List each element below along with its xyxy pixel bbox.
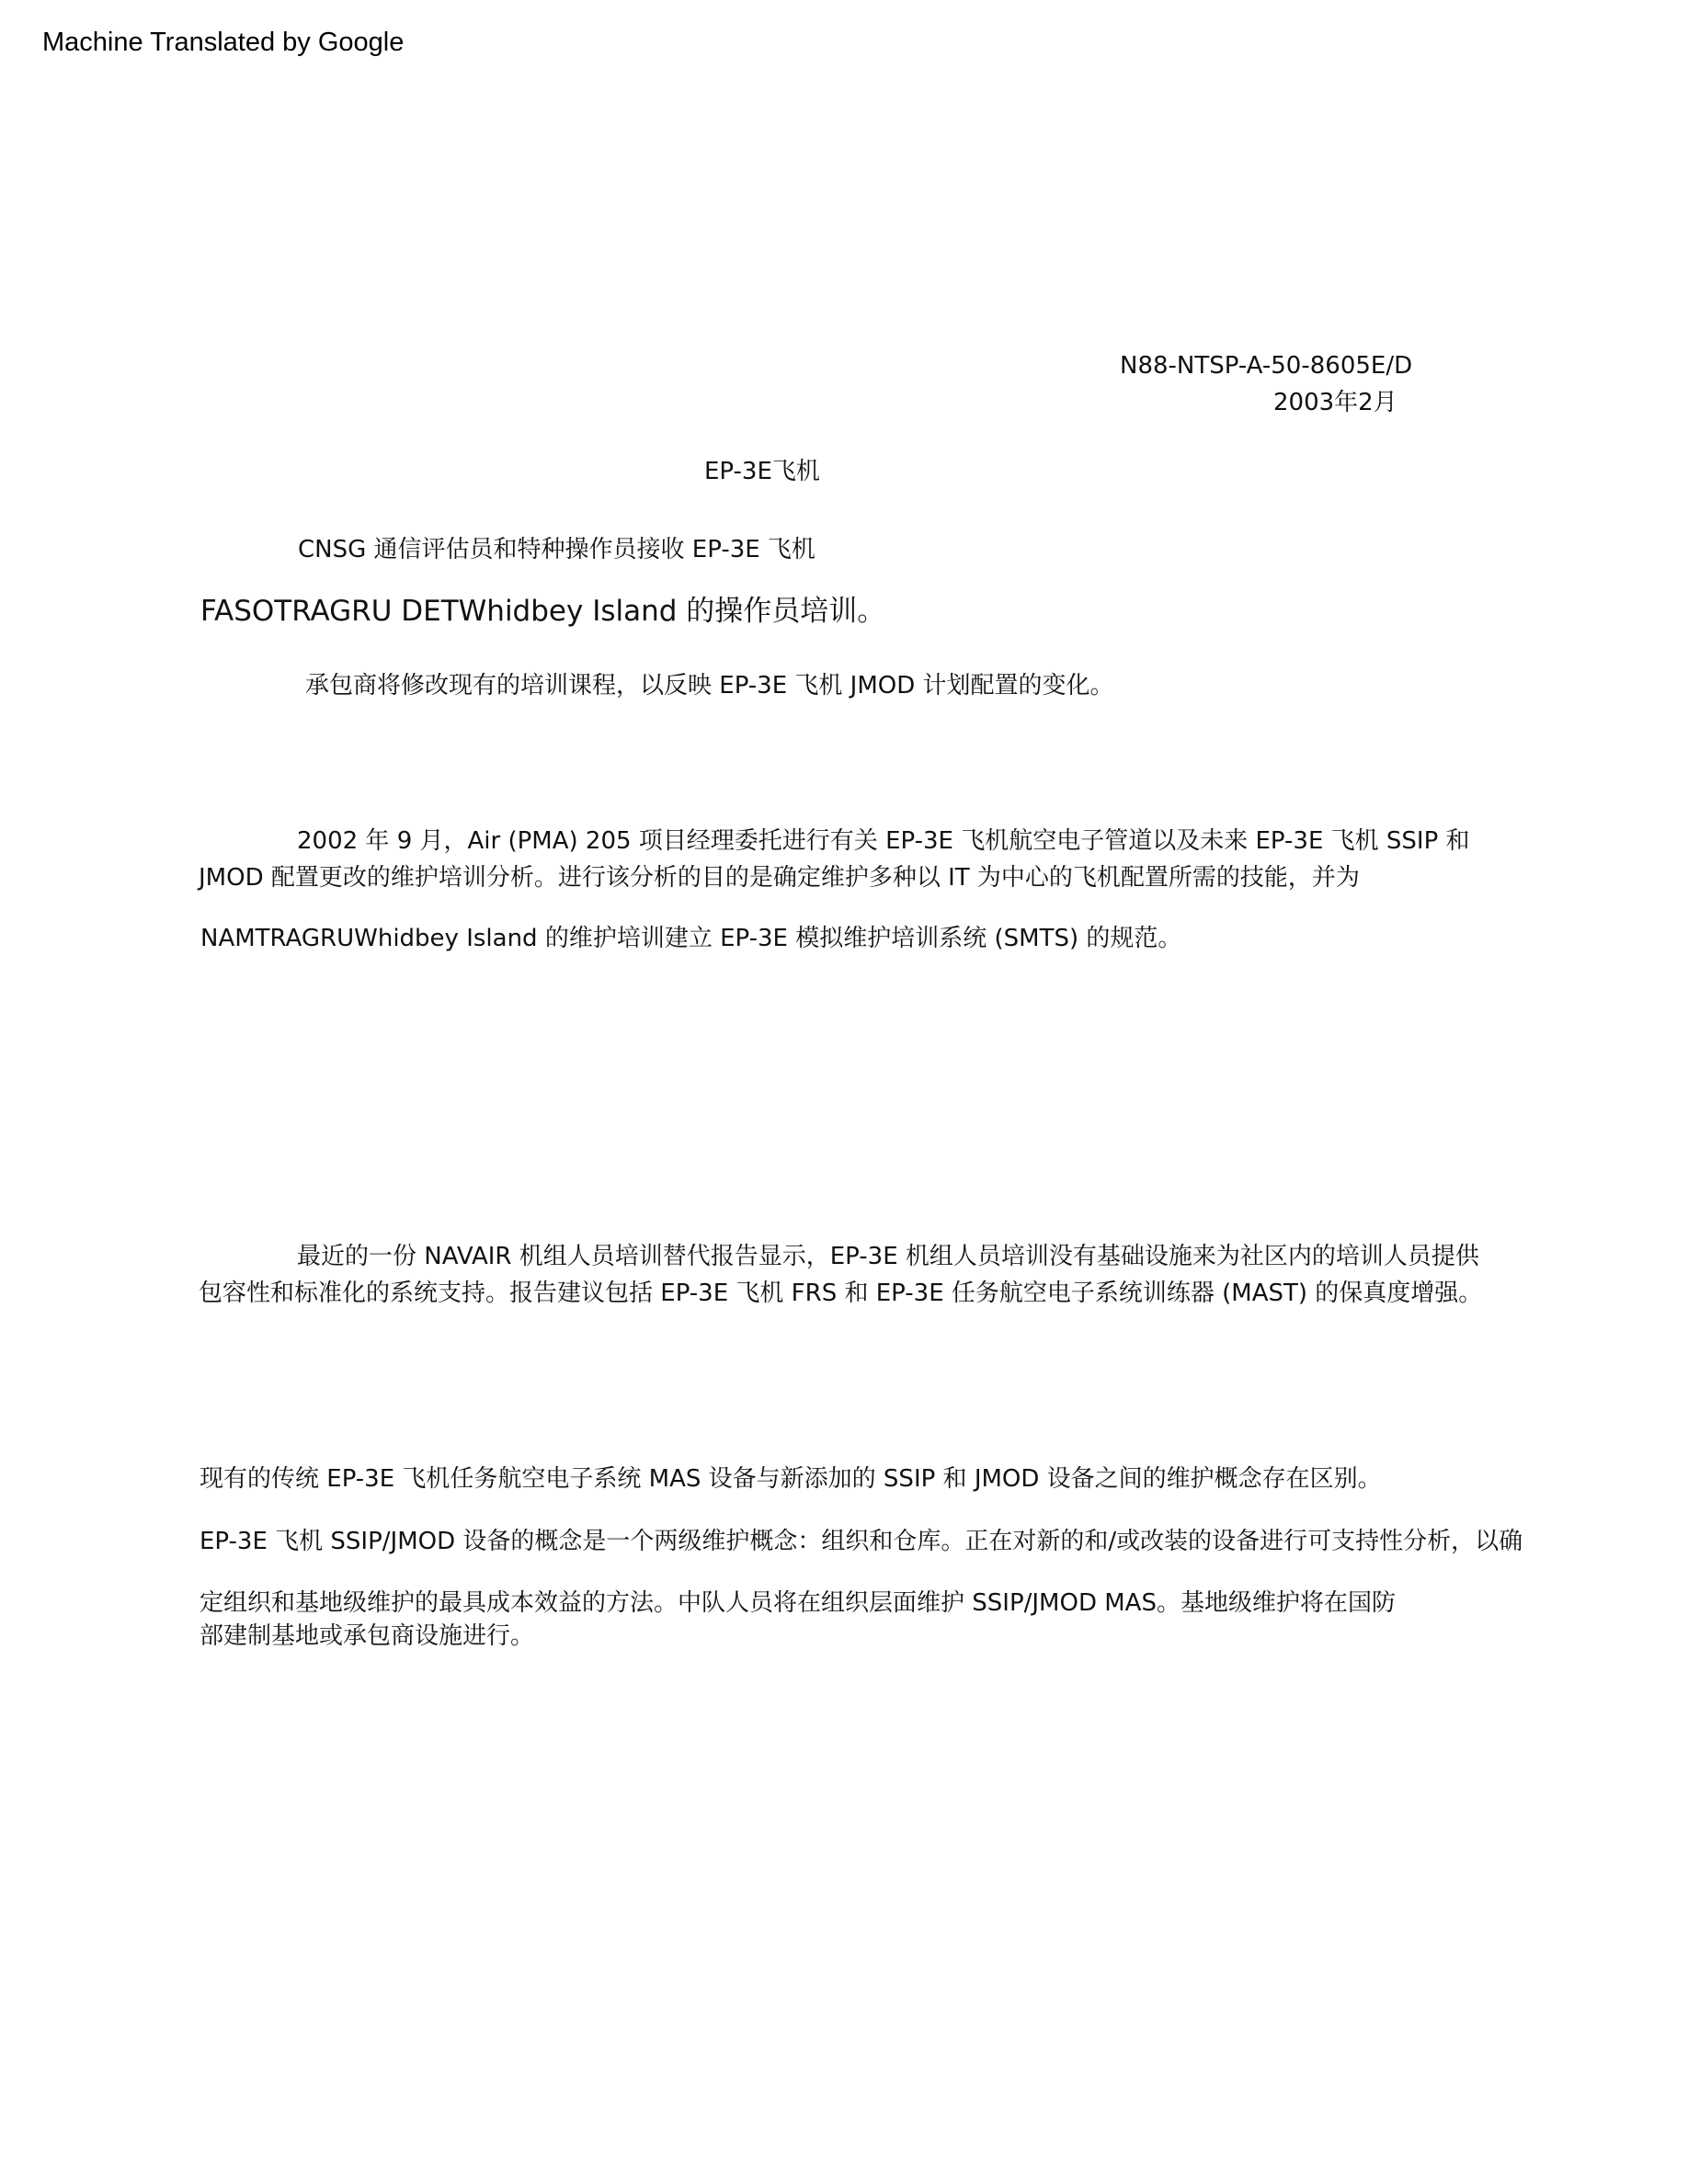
paragraph-line: 2002 年 9 月，Air (PMA) 205 项目经理委托进行有关 EP-3E 飞机航空电子管道以及未来 EP-3E 飞机 SSIP 和 [297,827,1470,855]
paragraph-line: 定组织和基地级维护的最具成本效益的方法。中队人员将在组织层面维护 SSIP/JMOD MAS。基地级维护将在国防 [200,1589,1396,1617]
paragraph-line: NAMTRAGRUWhidbey Island 的维护培训建立 EP-3E 模拟维护培训系统 (SMTS) 的规范。 [200,925,1182,952]
paragraph-line: 现有的传统 EP-3E 飞机任务航空电子系统 MAS 设备与新添加的 SSIP 和 JMOD 设备之间的维护概念存在区别。 [200,1465,1382,1493]
paragraph-line: EP-3E 飞机 SSIP/JMOD 设备的概念是一个两级维护概念：组织和仓库。正在对新的和/或改装的设备进行可支持性分析，以确 [200,1528,1523,1555]
paragraph-line: 部建制基地或承包商设施进行。 [200,1622,535,1650]
paragraph-line: FASOTRAGRU DETWhidbey Island 的操作员培训。 [200,595,886,628]
paragraph-line: CNSG 通信评估员和特种操作员接收 EP-3E 飞机 [298,536,815,563]
document-number: N88-NTSP-A-50-8605E/D [1120,352,1413,380]
paragraph-line: 最近的一份 NAVAIR 机组人员培训替代报告显示，EP-3E 机组人员培训没有基础设施来为社区内的培训人员提供 [297,1243,1479,1270]
document-date: 2003年2月 [1273,389,1397,416]
machine-translation-banner: Machine Translated by Google [42,28,405,57]
paragraph-line: 包容性和标准化的系统支持。报告建议包括 EP-3E 飞机 FRS 和 EP-3E 任务航空电子系统训练器 (MAST) 的保真度增强。 [199,1280,1483,1307]
paragraph-line: JMOD 配置更改的维护培训分析。进行该分析的目的是确定维护多种以 IT 为中心的飞机配置所需的技能，并为 [199,864,1360,892]
page-title: EP-3E飞机 [704,458,820,485]
paragraph-line: 承包商将修改现有的培训课程，以反映 EP-3E 飞机 JMOD 计划配置的变化。 [305,672,1114,700]
